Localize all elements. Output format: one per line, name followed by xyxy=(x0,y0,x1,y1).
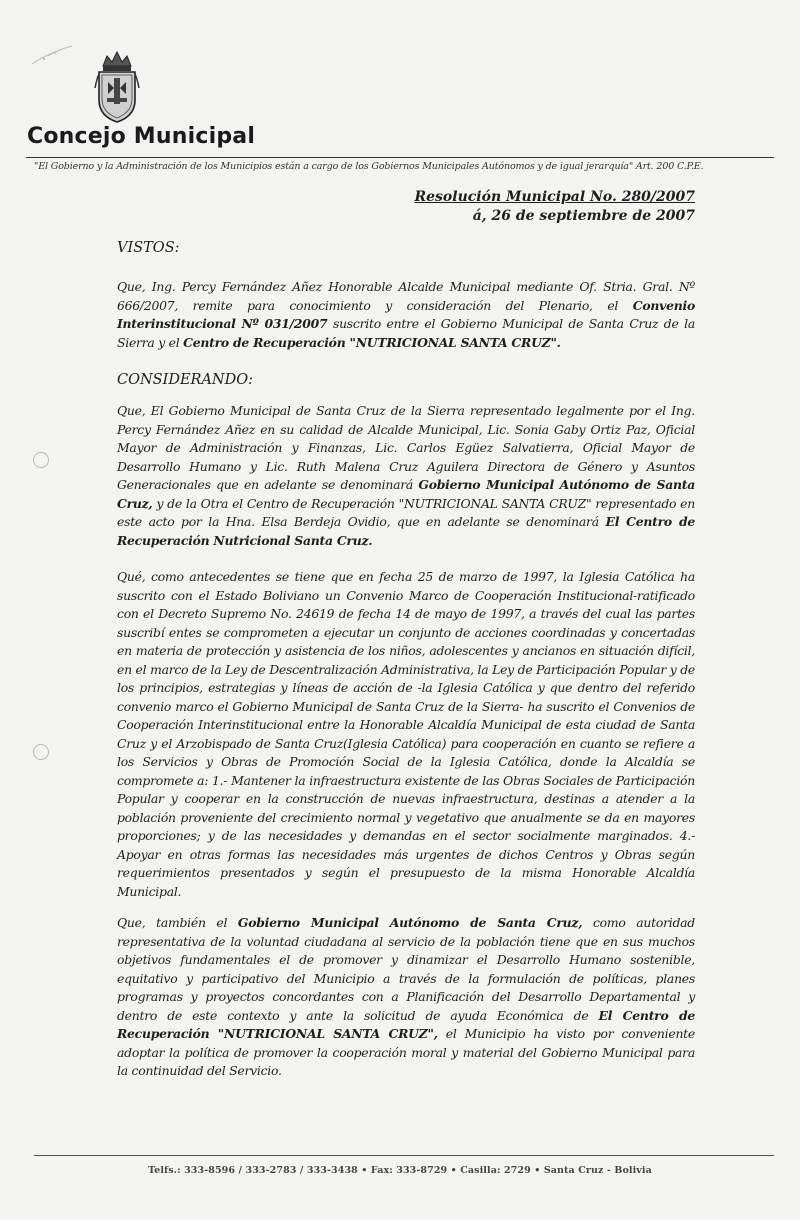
text-run: Que, también el xyxy=(117,915,238,930)
vistos-heading: VISTOS: xyxy=(117,240,180,256)
bold-run: Centro de Recuperación "NUTRICIONAL SANTA CRUZ". xyxy=(183,334,561,350)
footer-divider xyxy=(34,1155,774,1156)
text-run: y de la Otra el Centro de Recuperación "NUTRICIONAL SANTA CRUZ" representado en este acto por la Hna. Elsa Berdeja Ovidio, que en adelante se denominará xyxy=(117,495,695,529)
text-run: como autoridad representativa de la voluntad ciudadana al servicio de la población tiene que en sus muchos objetivos fundamentales el de promover y dinamizar el Desarrollo Humano sostenible, equitativo y participativo del Municipio a través de la formulación de políticas, planes programas y proyectos concordantes con a Planificación del Desarrollo Departamental y dentro de este contexto y ante la solicitud de ayuda Económica de xyxy=(117,915,695,1023)
considerando-paragraph-2: Qué, como antecedentes se tiene que en fecha 25 de marzo de 1997, la Iglesia Católica ha suscrito con el Estado Boliviano un Convenio Marco de Cooperación Institucional-ratificado con el Decreto Supremo No. 24619 de fecha 14 de mayo de 1997, a través del cual las partes suscribí entes se comprometen a ejecutar un conjunto de acciones coordinadas y concertadas en materia de protección y asistencia de los niños, adolescentes y ancianos en situación difícil, en el marco de la Ley de Descentralización Administrativa, la Ley de Participación Popular y de los principios, estrategias y líneas de acción de -la Iglesia Católica y que dentro del referido convenio marco el Gobierno Municipal de Santa Cruz de la Sierra- ha suscrito el Convenios de Cooperación Interinstitucional entre la Honorable Alcaldía Municipal de esta ciudad de Santa Cruz y el Arzobispado de Santa Cruz(Iglesia Católica) para cooperación en cuanto se refiere a los Servicios y Obras de Promoción Social de la Iglesia Católica, donde la Alcaldía se compromete a: 1.- Mantener la infraestructura existente de las Obras Sociales de Participación Popular y cooperar en la construcción de nuevas infraestructura, destinas a atender a la población proveniente del crecimiento normal y vegetativo que anualmente se da en mayores proporciones; y de las necesidades y demandas en el sector socialmente marginados. 4.- Apoyar en otras formas las necesidades más urgentes de dichos Centros y Obras según requerimientos presentados y según el presupuesto de la misma Honorable Alcaldía Municipal. xyxy=(117,569,695,899)
text-run: Que, El Gobierno Municipal de Santa Cruz de la Sierra representado legalmente por el Ing. Percy Fernández Añez en su calidad de Alcalde Municipal, Lic. Sonia Gaby Ortiz Paz, Oficial Mayor de Administración y Finanzas, Lic. Carlos Egüez Salvatierra, Oficial Mayor de Desarrollo Humano y Lic. Ruth Malena Cruz Aguilera Directora de Género y Asuntos Generacionales que en adelante se denominará xyxy=(117,403,695,492)
scan-smudge xyxy=(30,44,75,68)
bold-run: El Centro de Recuperación "NUTRICIONAL SANTA CRUZ", xyxy=(117,1007,695,1041)
vistos-paragraph xyxy=(117,278,695,352)
considerando-paragraph-1 xyxy=(117,402,695,550)
resolution-number: Resolución Municipal No. 280/2007 xyxy=(414,189,695,205)
text-run: Que, Ing. Percy Fernández Añez Honorable Alcalde Municipal mediante Of. Stria. Gral. Nº 666/2007, remite para conocimiento y consideración del Plenario, el xyxy=(117,279,695,313)
punch-hole-mark xyxy=(33,452,49,468)
bold-run: Convenio Interinstitucional Nº 031/2007 xyxy=(117,297,695,331)
footer-contact: Telfs.: 333-8596 / 333-2783 / 333-3438 • Fax: 333-8729 • Casilla: 2729 • Santa Cruz - Bolivia xyxy=(148,1165,652,1176)
resolution-block xyxy=(415,188,696,226)
considerando-heading: CONSIDERANDO: xyxy=(117,372,254,388)
organization-name: Concejo Municipal xyxy=(27,124,256,149)
text-run: suscrito entre el Gobierno Municipal de Santa Cruz de la Sierra y el xyxy=(117,316,696,350)
text-run: el Municipio ha visto por conveniente adoptar la política de promover la cooperación moral y material del Gobierno Municipal para la continuidad del Servicio. xyxy=(117,1026,695,1078)
coat-of-arms-icon xyxy=(93,48,141,126)
bold-run: El Centro de Recuperación Nutricional Santa Cruz. xyxy=(117,514,695,548)
header-divider xyxy=(26,157,774,158)
punch-hole-mark xyxy=(33,744,49,760)
constitution-motto: "El Gobierno y la Administración de los Municipios están a cargo de los Gobiernos Municipales Autónomos y de igual jerarquía" Art. 200 C.P.E. xyxy=(34,161,704,172)
bold-run: Gobierno Municipal Autónomo de Santa Cruz, xyxy=(117,477,695,511)
bold-run: Gobierno Municipal Autónomo de Santa Cruz, xyxy=(237,915,583,930)
considerando-paragraph-3 xyxy=(117,914,695,1081)
resolution-date: á, 26 de septiembre de 2007 xyxy=(472,208,695,224)
